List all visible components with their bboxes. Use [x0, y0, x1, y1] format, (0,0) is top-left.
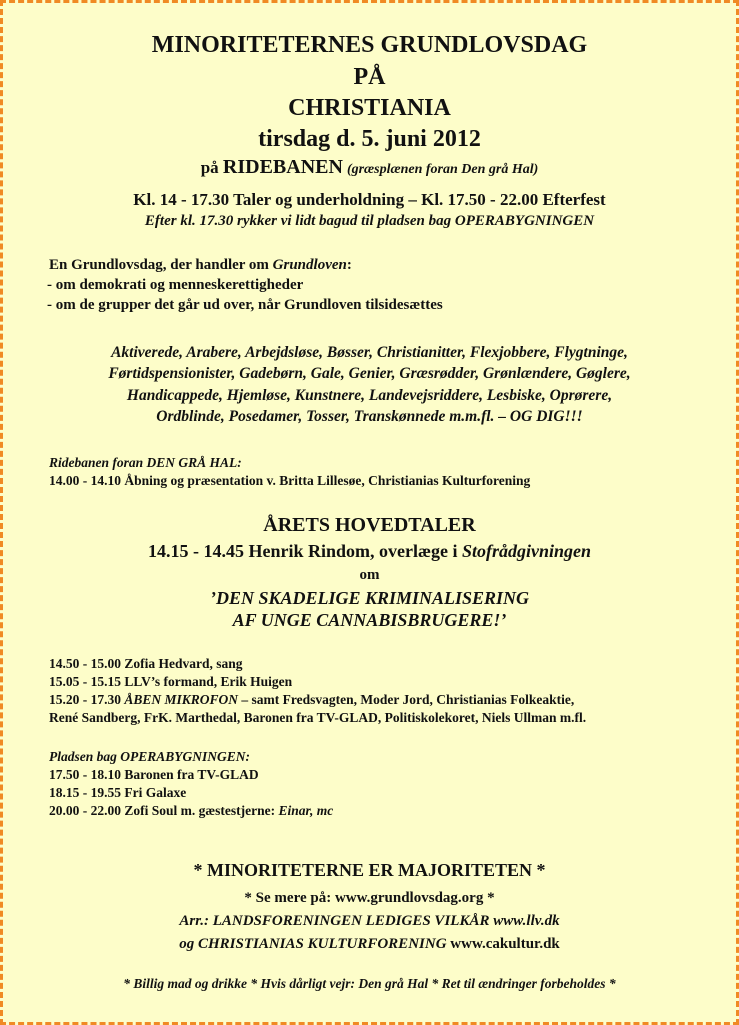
- groups-line-2: Førtidspensionister, Gadebørn, Gale, Genier, Græsrødder, Grønlændere, Gøglere,: [108, 365, 631, 382]
- opera-title: Pladsen bag OPERABYGNINGEN:: [49, 749, 251, 764]
- organizer-2-url[interactable]: www.cakultur.dk: [446, 936, 560, 952]
- program-item-4: René Sandberg, FrK. Marthedal, Baronen fra TV-GLAD, Politiskolekoret, Niels Ullman m.fl.: [49, 710, 587, 725]
- opera-item-3-guest: Einar, mc: [278, 803, 334, 818]
- program-item-2: 15.05 - 15.15 LLV’s formand, Erik Huigen: [49, 674, 293, 689]
- organizer-1-url[interactable]: www.llv.dk: [489, 913, 560, 929]
- main-speech-line: [3, 540, 736, 562]
- venue-line: [3, 155, 736, 182]
- intro-lead-colon: :: [346, 257, 352, 273]
- intro-lead: [3, 256, 736, 274]
- ridebanen-title: Ridebanen foran DEN GRÅ HAL:: [49, 455, 242, 470]
- organizer-1-name: Arr.: LANDSFORENINGEN LEDIGES VILKÅR: [179, 913, 490, 929]
- opera-item-1: 17.50 - 18.10 Baronen fra TV-GLAD: [49, 767, 259, 782]
- intro-item-2: - om de grupper det går ud over, når Grundloven tilsidesættes: [47, 297, 443, 313]
- venue-name: RIDEBANEN: [222, 156, 343, 178]
- opera-item-3: [3, 803, 736, 819]
- footer-note: * Billig mad og drikke * Hvis dårligt vejr: Den grå Hal * Ret til ændringer forbeholdes *: [123, 976, 616, 991]
- program-item-3-rest: – samt Fredsvagten, Moder Jord, Christianias Folkeaktie,: [238, 692, 575, 707]
- groups-line-4: Ordblinde, Posedamer, Tosser, Transkønnede m.m.fl. – OG DIG!!!: [156, 408, 583, 425]
- title-line-3: CHRISTIANIA: [288, 95, 451, 121]
- title-line-1: MINORITETERNES GRUNDLOVSDAG: [151, 32, 588, 58]
- more-info-line: * Se mere på: www.grundlovsdag.org *: [244, 890, 495, 906]
- opera-item-3-text: 20.00 - 22.00 Zofi Soul m. gæstestjerne:: [49, 803, 279, 818]
- intro-lead-grundloven: Grundloven: [272, 257, 347, 273]
- times-note: Efter kl. 17.30 rykker vi lidt bagud til pladsen bag OPERABYGNINGEN: [144, 213, 595, 229]
- program-item-3-time: 15.20 - 17.30: [49, 692, 125, 707]
- main-speech-org: Stofrådgivningen: [461, 541, 591, 561]
- program-item-1: 14.50 - 15.00 Zofia Hedvard, sang: [49, 656, 243, 671]
- times-line: Kl. 14 - 17.30 Taler og underholdning – Kl. 17.50 - 22.00 Efterfest: [133, 190, 606, 209]
- main-speech-title: ÅRETS HOVEDTALER: [263, 514, 476, 536]
- organizer-2-name: og CHRISTIANIAS KULTURFORENING: [179, 936, 447, 952]
- opera-item-2: 18.15 - 19.55 Fri Galaxe: [49, 785, 187, 800]
- main-speech-speaker: 14.15 - 14.45 Henrik Rindom, overlæge i: [147, 541, 462, 561]
- groups-line-3: Handicappede, Hjemløse, Kunstnere, Landevejsriddere, Lesbiske, Oprørere,: [126, 387, 613, 404]
- groups-line-1: Aktiverede, Arabere, Arbejdsløse, Bøsser, Christianitter, Flexjobbere, Flygtninge,: [111, 344, 628, 361]
- main-speech-topic-2: AF UNGE CANNABISBRUGERE!’: [232, 610, 507, 630]
- slogan: * MINORITETERNE ER MAJORITETEN *: [193, 860, 546, 880]
- organizer-line-1: [3, 912, 736, 930]
- main-speech-topic-1: ’DEN SKADELIGE KRIMINALISERING: [209, 588, 530, 608]
- main-speech-om: om: [359, 567, 380, 583]
- program-item-3: [3, 692, 736, 708]
- title-line-2: PÅ: [353, 64, 386, 90]
- organizer-line-2: [3, 935, 736, 953]
- venue-note: (græsplænen foran Den grå Hal): [346, 162, 539, 177]
- ridebanen-item: 14.00 - 14.10 Åbning og præsentation v. Britta Lillesøe, Christianias Kulturforening: [49, 473, 531, 488]
- intro-item-1: - om demokrati og menneskerettigheder: [47, 277, 304, 293]
- program-item-3-title: ÅBEN MIKROFON: [124, 692, 239, 707]
- venue-prefix: på: [200, 158, 223, 177]
- event-date: tirsdag d. 5. juni 2012: [258, 126, 481, 152]
- intro-lead-text: En Grundlovsdag, der handler om: [49, 257, 273, 273]
